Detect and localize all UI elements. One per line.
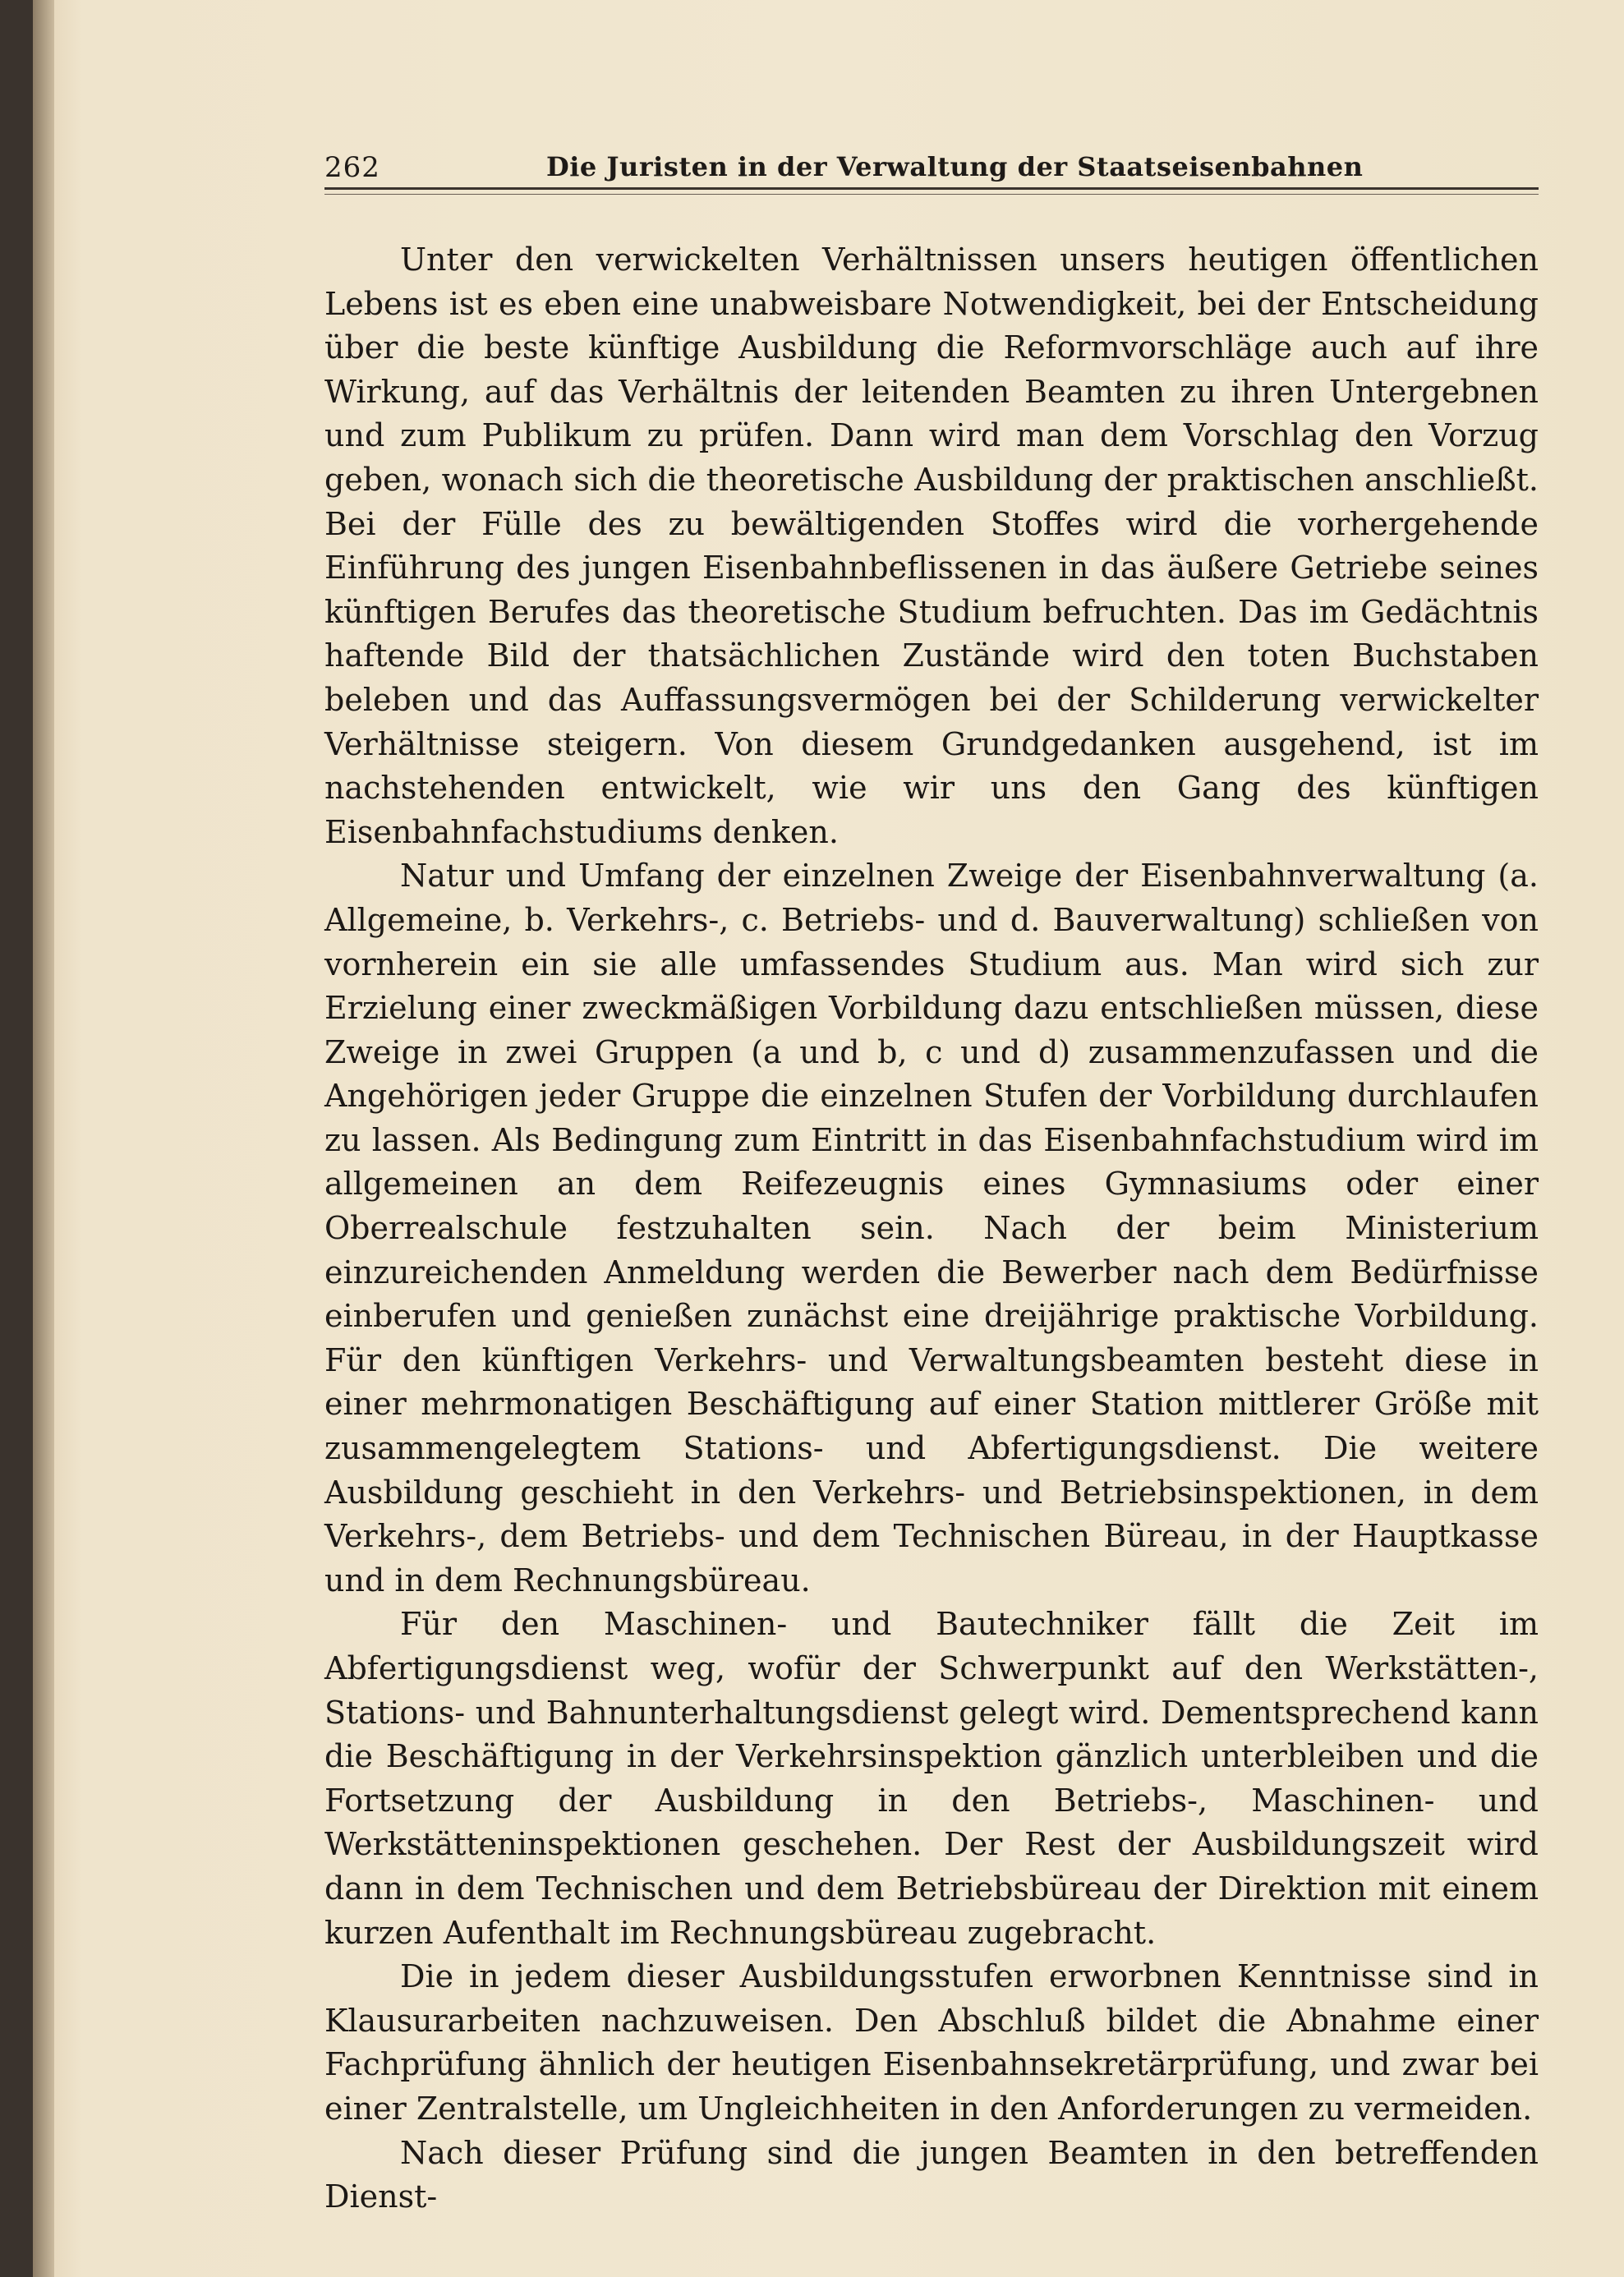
paragraph-5: Nach dieser Prüfung sind die jungen Beamten in den betreffenden Dienst- xyxy=(324,2134,1539,2215)
page-number: 262 xyxy=(324,151,380,184)
paragraph-1: Unter den verwickelten Verhältnissen unsers heutigen öffentlichen Lebens ist es eben eine unabweisbare Notwendigkeit, bei der Entscheidung über die beste künftige Ausbildung die Reformvorschläge auch auf ihre Wirkung, auf das Verhältnis der leitenden Beamten zu ihren Untergebnen und zum Publikum zu prüfen. Dann wird man dem Vorschlag den Vorzug geben, wonach sich die theoretische Ausbildung der praktischen anschließt. Bei der Fülle des zu bewältigenden Stoffes wird die vorhergehende Einführung des jungen Eisenbahnbeflissenen in das äußere Getriebe seines künftigen Berufes das theoretische Studium befruchten. Das im Gedächtnis haftende Bild der thatsächlichen Zustände wird den toten Buchstaben beleben und das Auffassungsvermögen bei der Schilderung verwickelter Verhältnisse steigern. Von diesem Grundgedanken ausgehend, ist im nachstehenden entwickelt, wie wir uns den Gang des künftigen Eisenbahnfachstudiums denken. xyxy=(324,242,1539,850)
body-text xyxy=(324,238,1539,2220)
running-title: Die Juristen in der Verwaltung der Staatseisenbahnen xyxy=(546,151,1364,182)
page-gutter xyxy=(33,0,54,2277)
header-rule xyxy=(324,187,1539,190)
paragraph-4: Die in jedem dieser Ausbildungsstufen erworbnen Kenntnisse sind in Klausurarbeiten nachzuweisen. Den Abschluß bildet die Abnahme einer Fachprüfung ähnlich der heutigen Eisenbahnsekretärprüfung, und zwar bei einer Zentralstelle, um Ungleichheiten in den Anforderungen zu vermeiden. xyxy=(324,1958,1539,2127)
paragraph-2: Natur und Umfang der einzelnen Zweige der Eisenbahnverwaltung (a. Allgemeine, b. Verkehrs-, c. Betriebs- und d. Bauverwaltung) schließen von vornherein ein sie alle umfassendes Studium aus. Man wird sich zur Erzielung einer zweckmäßigen Vorbildung dazu entschließen müssen, diese Zweige in zwei Gruppen (a und b, c und d) zusammenzufassen und die Angehörigen jeder Gruppe die einzelnen Stufen der Vorbildung durchlaufen zu lassen. Als Bedingung zum Eintritt in das Eisenbahnfachstudium wird im allgemeinen an dem Reifezeugnis eines Gymnasiums oder einer Oberrealschule festzuhalten sein. Nach der beim Ministerium einzureichenden Anmeldung werden die Bewerber nach dem Bedürfnisse einberufen und genießen zunächst eine dreijährige praktische Vorbildung. Für den künftigen Verkehrs- und Verwaltungsbeamten besteht diese in einer mehrmonatigen Beschäftigung auf einer Station mittlerer Größe mit zusammengelegtem Stations- und Abfertigungsdienst. Die weitere Ausbildung geschieht in den Verkehrs- und Betriebsinspektionen, in dem Verkehrs-, dem Betriebs- und dem Technischen Büreau, in der Hauptkasse und in dem Rechnungsbüreau. xyxy=(324,858,1539,1598)
header-rule-thin xyxy=(324,194,1539,195)
paragraph-3: Für den Maschinen- und Bautechniker fällt die Zeit im Abfertigungsdienst weg, wofür der Schwerpunkt auf den Werkstätten-, Stations- und Bahnunterhaltungsdienst gelegt wird. Dementsprechend kann die Beschäftigung in der Verkehrsinspektion gänzlich unterbleiben und die Fortsetzung der Ausbildung in den Betriebs-, Maschinen- und Werkstätteninspektionen geschehen. Der Rest der Ausbildungszeit wird dann in dem Technischen und dem Betriebsbüreau der Direktion mit einem kurzen Aufenthalt im Rechnungsbüreau zugebracht. xyxy=(324,1606,1539,1951)
